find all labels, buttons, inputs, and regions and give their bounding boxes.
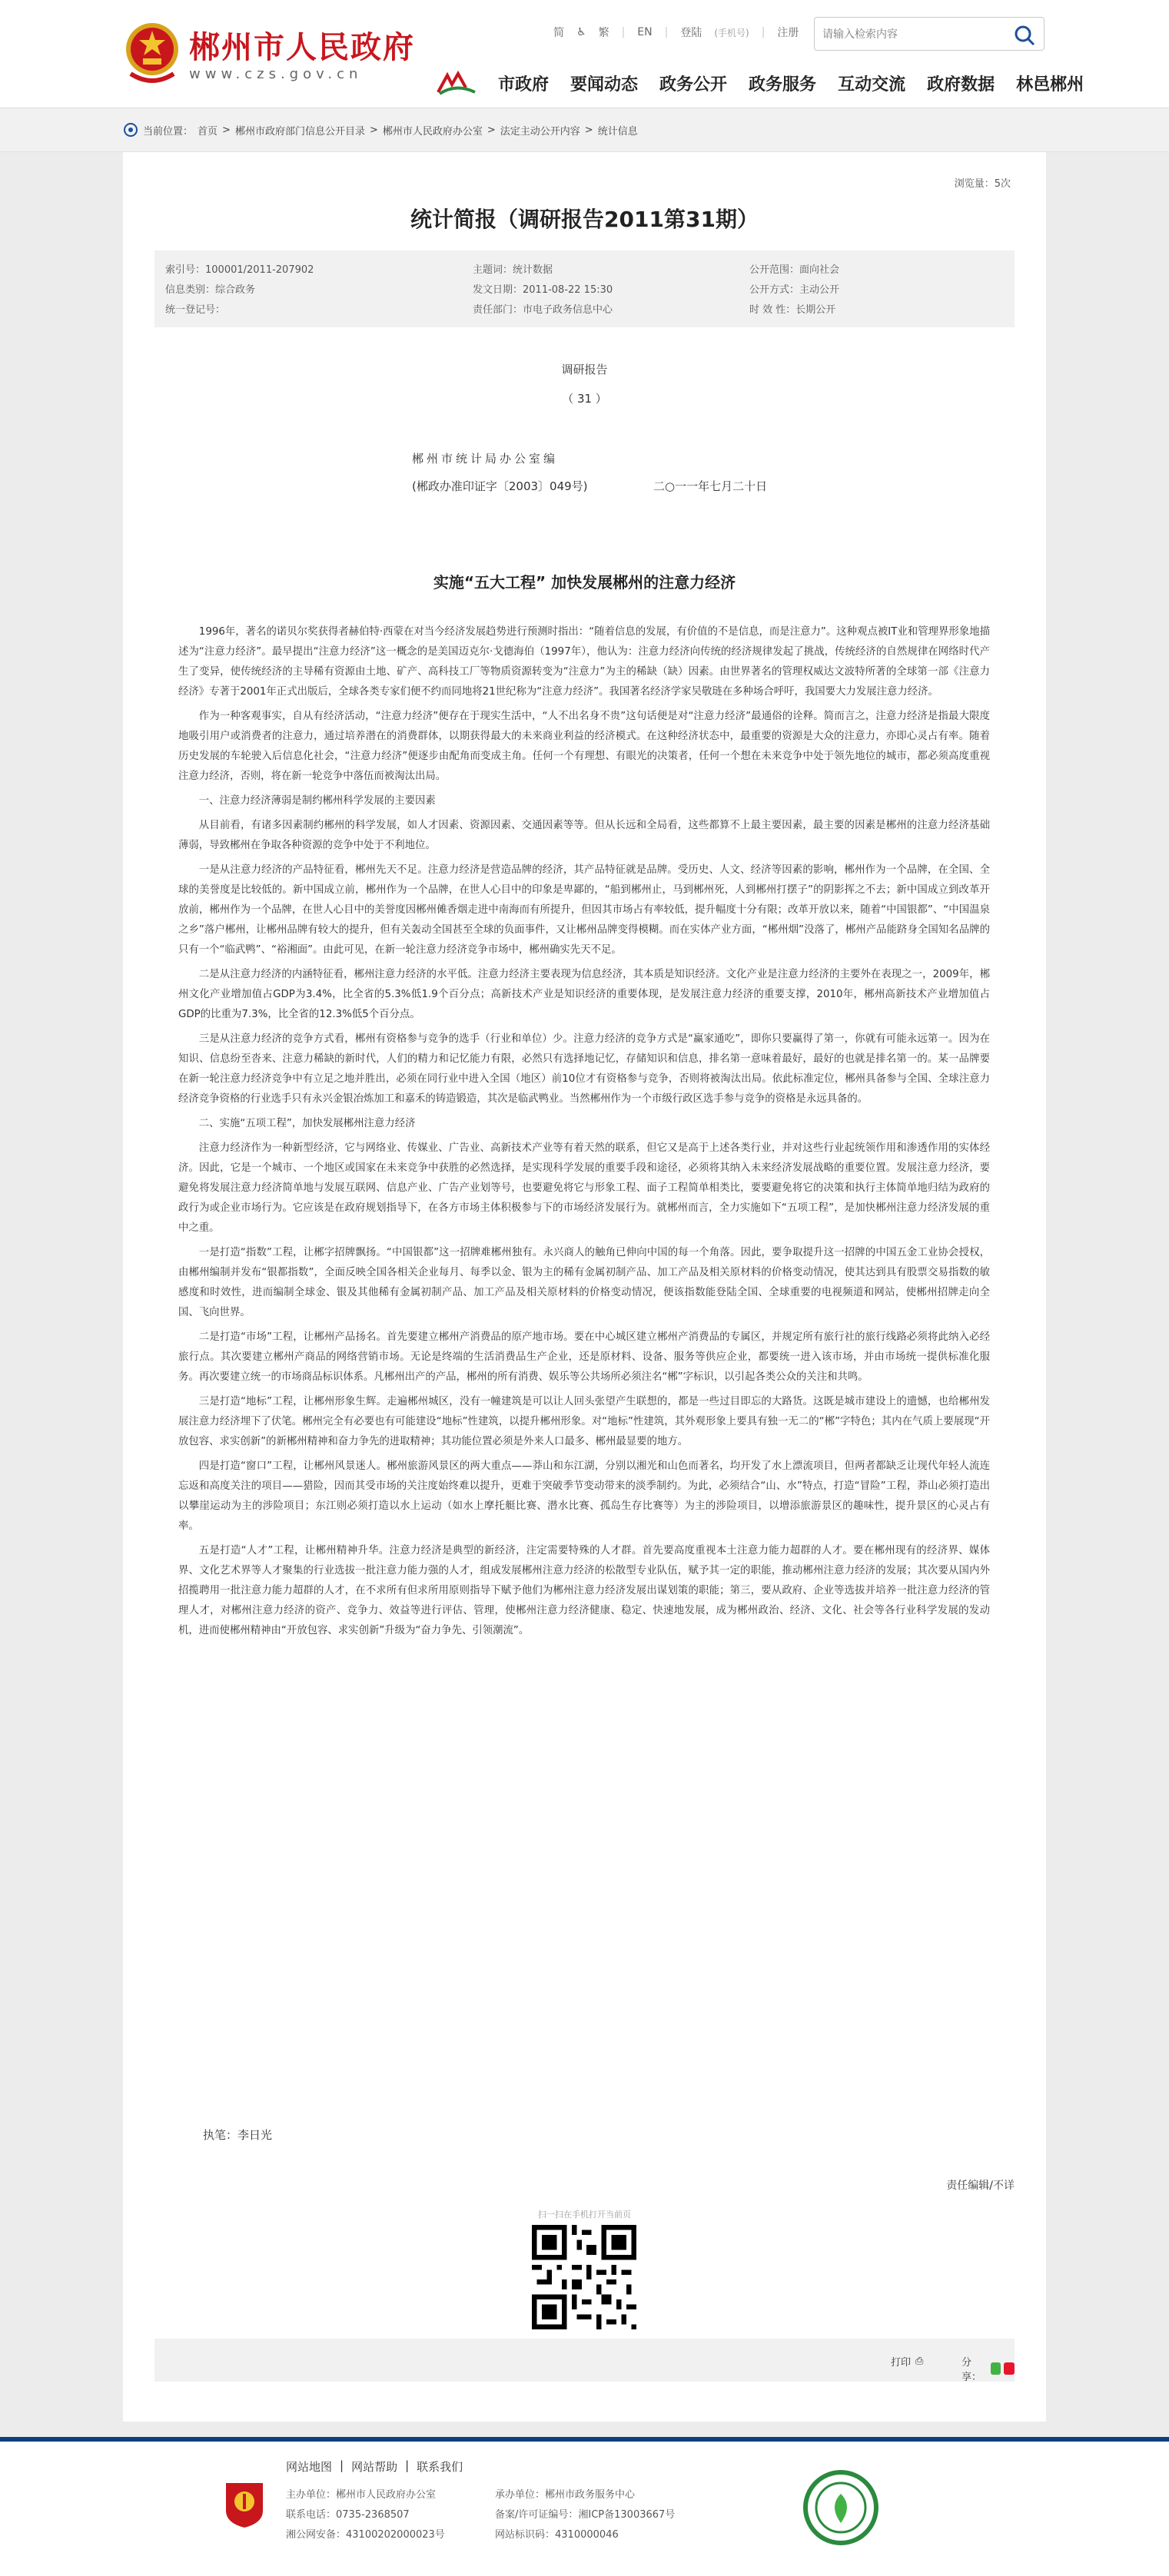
breadcrumb-sep: > — [369, 124, 378, 136]
paragraph: 二是从注意力经济的内涵特征看，郴州注意力经济的水平低。注意力经济主要表现为信息经济，其本质是知识经济。文化产业是注意力经济的主要外在表现之一，2009年，郴州文化产业增加值占GDP为3.4%，比全省的5.3%低1.9个百分点；高新技术产业是知识经济的重要体现，是发展注意力经济的重要支撑，2010年，郴州高新技术产业增加值占GDP的比重为7.3%，比全省的12.3%低5个百分点。 — [178, 969, 990, 1020]
meta-date: 发文日期：2011-08-22 15:30 — [473, 284, 613, 296]
national-emblem-icon — [123, 18, 181, 85]
breadcrumb-label: 当前位置： — [143, 125, 194, 138]
meta-validity: 时 效 性：长期公开 — [749, 304, 836, 316]
footer-host: 主办单位：郴州市人民政府办公室 — [286, 2489, 437, 2501]
search-input[interactable] — [822, 25, 999, 44]
login-link[interactable]: 登陆 — [680, 27, 702, 39]
location-pin-icon — [123, 122, 138, 138]
paragraph: 四是打造“窗口”工程，让郴州风景迷人。郴州旅游风景区的两大重点——莽山和东江湖，分别以湘光和山色而著名，均开发了水上漂流项目，但两者都缺乏让现代年轻人流连忘返和高度关注的项目——猎险，因而其受市场的关注度始终难以提升，更难于突破季节变动带来的淡季制约。为此，必须结合“山、水”特点，打造“冒险”工程，莽山必须打造出以攀崖运动为主的涉险项目；东江则必须打造以水上运动（如水上摩托艇比赛、潜水比赛、孤岛生存比赛等）为主的涉险项目，以增添旅游景区的趣味性，提升景区的心灵占有率。 — [178, 1460, 990, 1532]
print-button[interactable] — [891, 2354, 923, 2369]
footer-site-code: 网站标识码：4310000046 — [495, 2529, 619, 2541]
nav-item-interaction[interactable]: 互动交流 — [838, 75, 906, 94]
article-heading: 实施“五大工程” 加快发展郴州的注意力经济 — [433, 573, 736, 592]
section-heading: 二、实施“五项工程”，加快发展郴州注意力经济 — [198, 1118, 416, 1129]
footer-icp[interactable]: 备案/许可证编号：湘ICP备13003667号 — [495, 2509, 676, 2521]
footer-contact-link[interactable]: 联系我们 — [417, 2460, 463, 2474]
qr-caption: 扫一扫在手机打开当前页 — [538, 2210, 631, 2220]
share-group — [961, 2354, 1015, 2383]
weibo-share-icon[interactable] — [1004, 2362, 1015, 2375]
register-link[interactable]: 注册 — [777, 27, 799, 39]
divider: | — [621, 26, 626, 38]
paragraph: 一是从注意力经济的产品特征看，郴州先天不足。注意力经济是营造品牌的经济，其产品特征就是品牌。受历史、人文、经济等因素的影响，郴州作为一个品牌，在全国、全球的美誉度是比较低的。新中国成立前，郴州作为一个品牌，在世人心目中的印象是卑鄙的，“船到郴州止，马到郴州死，人到郴州打摆子”的阴影挥之不去；新中国成立到改革开放前，郴州作为一个品牌，在世人心目中的美誉度因郴州傩香烟走进中南海而有所提升，但因其市场占有率较低，提升幅度十分有限；改革开放以来，随着“中国银都”、“中国温泉之乡”落户郴州，让郴州品牌有较大的提升，但有关轰动全国甚至全球的负面事件，又让郴州品牌变得模糊。而在实体产业方面，“郴州烟”没落了，郴州产品能跻身全国知名品牌的只有一个“临武鸭”、“裕湘面”。由此可见，在新一轮注意力经济竞争市场中，郴州确实先天不足。 — [178, 864, 990, 956]
nav-item-gov-data[interactable]: 政府数据 — [927, 75, 995, 94]
meta-mode: 公开方式：主动公开 — [749, 284, 840, 296]
nav-logo-icon — [435, 69, 478, 97]
breadcrumb-statutory[interactable]: 法定主动公开内容 — [500, 125, 580, 138]
breadcrumb-bar — [0, 108, 1169, 152]
site-title: 郴州市人民政府 — [189, 30, 415, 65]
report-number: （ 31 ） — [562, 392, 607, 406]
search-icon[interactable] — [1013, 24, 1036, 47]
footer-undertaker: 承办单位：郴州市政务服务中心 — [495, 2489, 636, 2501]
divider: | — [761, 26, 765, 38]
site-header — [0, 0, 1169, 108]
share-bar — [154, 2339, 1015, 2382]
breadcrumb-dept-directory[interactable]: 郴州市政府部门信息公开目录 — [234, 125, 365, 138]
gov-website-seal-icon[interactable] — [802, 2469, 879, 2546]
breadcrumb-sep: > — [222, 124, 231, 136]
footer-help-link[interactable]: 网站帮助 — [351, 2460, 398, 2474]
article-container — [123, 152, 1046, 2422]
report-label: 调研报告 — [561, 363, 608, 376]
breadcrumb-home[interactable]: 首页 — [198, 125, 218, 138]
party-gov-badge-icon[interactable] — [223, 2480, 266, 2529]
nav-item-gov-services[interactable]: 政务服务 — [749, 75, 817, 94]
breadcrumb-statistics[interactable]: 统计信息 — [597, 125, 638, 138]
breadcrumb — [123, 122, 638, 138]
report-date: 二○一一年七月二十日 — [653, 479, 768, 493]
print-label: 打印 — [891, 2357, 912, 2369]
nav-item-linyi-chenzhou[interactable]: 林邑郴州 — [1016, 75, 1084, 94]
paragraph: 1996年，著名的诺贝尔奖获得者赫伯特·西蒙在对当今经济发展趋势进行预测时指出：“随着信息的发展，有价值的不是信息，而是注意力”。这种观点被IT业和管理界形象地描述为“注意力经济”。最早提出“注意力经济”这一概念的是美国迈克尔·戈德海伯（1997年），他认为：注意力经济向传统的经济规律发起了挑战，传统经济的自然规律在网络时代产生了变异，使传统经济的主导稀有资源由土地、矿产、高科技工厂等物质资源转变为“注意力”为主的稀缺（缺）因素。由世界著名的管理权威达文波特所著的全球第一部《注意力经济》专著于2001年正式出版后，全球各类专家们便不约而同地将21世纪称为“注意力经济”。我国著名经济学家吴敬琏在多种场合呼吁，我国要大力发展注意力经济。 — [178, 626, 990, 698]
breadcrumb-city-office[interactable]: 郴州市人民政府办公室 — [382, 125, 483, 138]
site-logo[interactable] — [123, 18, 430, 88]
wechat-share-icon[interactable] — [991, 2362, 1001, 2375]
breadcrumb-sep: > — [584, 124, 593, 136]
paragraph: 二是打造“市场”工程，让郴州产品扬名。首先要建立郴州产消费品的原产地市场。要在中心城区建立郴州产消费品的专属区，并规定所有旅行社的旅行线路必须将此纳入必经旅行点。其次要建立郴州产商品的网络营销市场。无论是终端的生活消费品生产企业，还是原材料、设备、服务等供应企业，都要统一进入该市场，并由市场统一提供标准化服务。再次要建立统一的市场商品标识体系。凡郴州出产的产品，郴州的所有消费、娱乐等公共场所必须注名“郴”字标识，以引起各类公众的关注和共鸣。 — [178, 1331, 990, 1383]
footer-links — [286, 2458, 463, 2475]
report-compiler: 郴州市统计局办公室编 — [412, 452, 559, 466]
search-box — [814, 17, 1044, 51]
footer-sitemap-link[interactable]: 网站地图 — [286, 2460, 333, 2474]
paragraph: 三是从注意力经济的竞争方式看，郴州有资格参与竞争的选手（行业和单位）少。注意力经济的竞争方式是“赢家通吃”，即你只要赢得了第一，你就有可能永远第一。因为在知识、信息纷至沓来、注意力稀缺的新时代，人们的精力和记忆能力有限，必然只有选择地记忆，存储知识和信息，排名第一意味着最好，最好的也就是排名第一的。某一品牌要在新一轮注意力经济竞争中有立足之地并胜出，必须在同行业中进入全国（地区）前10位才有资格参与竞争，否则将被淘汰出局。依此标准定位，郴州具备参与全国、全球注意力经济竞争资格的行业选手只有永兴金银冶炼加工和嘉禾的铸造锻造，其次是临武鸭业。当然郴州作为一个市级行政区选手参与竞争的资格是永远具备的。 — [178, 1033, 990, 1105]
view-count: 浏览量：5次 — [954, 178, 1011, 190]
meta-category: 信息类别：综合政务 — [165, 284, 256, 296]
meta-dept: 责任部门：市电子政务信息中心 — [473, 304, 613, 316]
page-title: 统计简报（调研报告2011第31期） — [410, 207, 759, 232]
qr-code-icon — [532, 2225, 636, 2329]
meta-scope: 公开范围：面向社会 — [749, 264, 840, 276]
footer-police[interactable]: 湘公网安备：43100202000023号 — [286, 2529, 445, 2541]
section-heading: 一、注意力经济薄弱是制约郴州科学发展的主要因素 — [198, 795, 436, 807]
breadcrumb-sep: > — [487, 124, 496, 136]
author-line: 执笔：李日光 — [203, 2128, 273, 2142]
footer-phone: 联系电话：0735-2368507 — [286, 2509, 410, 2521]
site-url: www.czs.gov.cn — [189, 66, 363, 82]
nav-item-city-government[interactable]: 市政府 — [498, 75, 550, 94]
nav-item-news[interactable]: 要闻动态 — [570, 75, 639, 94]
paragraph: 五是打造“人才”工程，让郴州精神升华。注意力经济是典型的新经济，注定需要特殊的人才群。首先要高度重视本土注意力能力超群的人才。要在郴州现有的经济界、媒体界、文化艺术界等人才聚集的行业选拔一批注意力能力强的人才，组成发展郴州注意力经济的松散型专业队伍，赋予其一定的职能，推动郴州注意力经济的发展；其次要从国内外招揽聘用一批注意力能力超群的人才，在不求所有但求所用原则指导下赋予他们为郴州注意力经济发展出谋划策的职能；第三，要从政府、企业等选拔并培养一批注意力经济的管理人才，对郴州注意力经济的资产、竞争力、效益等进行评估、管理，使郴州注意力经济健康、稳定、快速地发展，成为郴州政治、经济、文化、社会等各行业科学发展的发动机，进而使郴州精神由“开放包容、求实创新”升级为“奋力争先、引领潮流”。 — [178, 1545, 990, 1636]
accessibility-icon[interactable]: ♿ — [576, 26, 586, 38]
english-link[interactable]: EN — [637, 26, 653, 38]
printer-icon: ⎙ — [915, 2356, 924, 2367]
paragraph: 注意力经济作为一种新型经济，它与网络业、传媒业、广告业、高新技术产业等有着天然的联系，但它又是高于上述各类行业，并对这些行业起统领作用和渗透作用的实体经济。因此，它是一个城市、一个地区或国家在未来竞争中获胜的必然选择，是实现科学发展的重要手段和途径，必须将其纳入未来经济发展战略的重要位置。发展注意力经济，要避免将发展注意力经济简单地与发展互联网、信息产业、广告产业划等号，也要避免将它与形象工程、面子工程简单相类比，要要避免将它的决策和执行主体简单地归结为政府的政行为或企业市场行为。它应该是在政府规划指导下，在各方市场主体积极参与下的市场经济发展行为。就郴州而言，全力实施如下“五项工程”，是加快郴州注意力经济发展的重中之重。 — [178, 1142, 990, 1234]
meta-topic: 主题词：统计数据 — [473, 264, 553, 276]
top-links — [553, 23, 799, 41]
article-body — [178, 622, 990, 1646]
nav-item-gov-affairs-open[interactable]: 政务公开 — [659, 75, 728, 94]
paragraph: 从目前看，有诸多因素制约郴州的科学发展，如人才因素、资源因素、交通因素等等。但从长远和全局看，这些都算不上最主要因素，最主要的因素是郴州的注意力经济基础薄弱，导致郴州在争取各种资源的竞争中处于不利地位。 — [178, 820, 990, 851]
main-nav — [435, 68, 1094, 98]
share-label: 分享： — [961, 2357, 982, 2383]
phone-note: (手机号) — [714, 27, 749, 38]
divider: | — [340, 2458, 344, 2472]
meta-table — [154, 250, 1015, 327]
paragraph: 三是打造“地标”工程，让郴州形象生辉。走遍郴州城区，没有一幢建筑是可以让人回头张望产生联想的，都是一些过目即忘的大路货。这既是城市建设上的遗憾，也给郴州发展注意力经济埋下了伏笔。郴州完全有必要也有可能建设“地标”性建筑，以提升郴州形象。对“地标”性建筑，其外观形象上要具有独一无二的“郴”字特色；其内在气质上要展现“开放包容、求实创新”的新郴州精神和奋力争先的进取精神；其功能位置必须是外来人口最多、郴州最显要的地方。 — [178, 1396, 990, 1447]
traditional-link[interactable]: 繁 — [598, 27, 609, 39]
meta-reg-no: 统一登记号： — [165, 304, 226, 316]
responsible-editor: 责任编辑/不详 — [946, 2180, 1015, 2192]
site-footer — [0, 2437, 1169, 2576]
divider: | — [405, 2458, 410, 2472]
simplified-link[interactable]: 简 — [553, 27, 564, 39]
meta-index-no: 索引号：100001/2011-207902 — [165, 264, 314, 276]
paragraph: 一是打造“指数”工程，让郴字招牌飘扬。“中国银都”这一招牌难郴州独有。永兴商人的触角已伸向中国的每一个角落。因此，要争取提升这一招牌的中国五金工业协会授权，由郴州编制并发布“银都指数”，全面反映全国各相关企业每月、每季以金、银为主的稀有金属初制产品、加工产品及相关原材料的价格变动情况，使其达到具有股票交易指数的敏感度和时效性，进而编制全球金、银及其他稀有金属初制产品、加工产品及相关原材料的价格变动情况，便该指数能登陆全国、全球重要的电视频道和网站，使郴州招牌走向全国、飞向世界。 — [178, 1247, 990, 1318]
report-permit: (郴政办准印证字〔2003〕049号) — [412, 479, 588, 493]
divider: | — [664, 26, 669, 38]
paragraph: 作为一种客观事实，自从有经济活动，“注意力经济”便存在于现实生活中，“人不出名身不贵”这句话便是对“注意力经济”最通俗的诠释。简而言之，注意力经济是指最大限度地吸引用户或消费者的注意力，通过培养潜在的消费群体，以期获得最大的未来商业利益的经济模式。在这种经济状态中，最重要的资源是大众的注意力，亦即心灵占有率。随着历史发展的车轮驶入后信息化社会，“注意力经济”便逐步由配角而变成主角。任何一个有理想、有眼光的决策者，任何一个想在未来竞争中处于领先地位的城市，都必须高度重视注意力经济，否则，将在新一轮竞争中落伍而被淘汰出局。 — [178, 711, 990, 782]
